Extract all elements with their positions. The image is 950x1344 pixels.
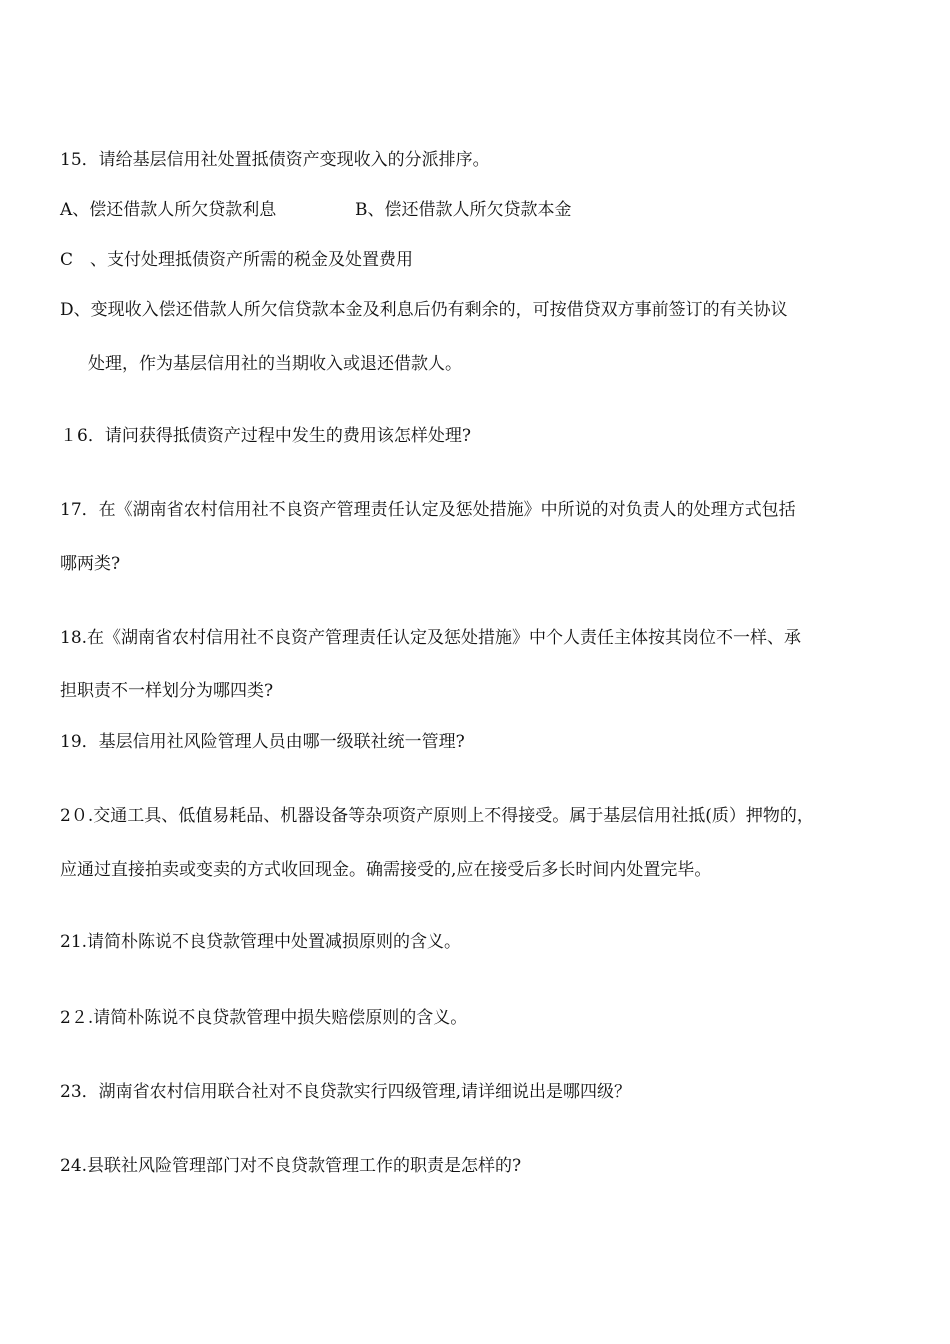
question-18-line-1: 18.在《湖南省农村信用社不良资产管理责任认定及惩处措施》中个人责任主体按其岗位不一样、承	[60, 628, 802, 648]
option-d-line-2: 处理，作为基层信用社的当期收入或退还借款人。	[88, 354, 462, 374]
option-d-line-1: D、变现收入偿还借款人所欠信贷款本金及利息后仍有剩余的，可按借贷双方事前签订的有关协议	[60, 300, 788, 320]
question-23: 23．湖南省农村信用联合社对不良贷款实行四级管理,请详细说出是哪四级？	[60, 1082, 632, 1102]
question-19: 19．基层信用社风险管理人员由哪一级联社统一管理?	[60, 732, 465, 752]
option-a: A、偿还借款人所欠贷款利息	[60, 200, 277, 220]
question-20-line-2: 应通过直接拍卖或变卖的方式收回现金。确需接受的,应在接受后多长时间内处置完毕。	[60, 860, 712, 880]
question-17-line-1: 17．在《湖南省农村信用社不良资产管理责任认定及惩处措施》中所说的对负责人的处理方式包括	[60, 500, 796, 520]
question-20-line-1: 2０.交通工具、低值易耗品、机器设备等杂项资产原则上不得接受。属于基层信用社抵(质）押物的，	[60, 806, 814, 826]
question-24: 24.县联社风险管理部门对不良贷款管理工作的职责是怎样的?	[60, 1156, 522, 1176]
question-18-line-2: 担职责不一样划分为哪四类?	[60, 681, 274, 701]
question-15: 15．请给基层信用社处置抵债资产变现收入的分派排序。	[60, 150, 490, 170]
question-17-line-2: 哪两类?	[60, 554, 121, 574]
question-16: １6．请问获得抵债资产过程中发生的费用该怎样处理?	[60, 426, 471, 446]
option-b: B、偿还借款人所欠贷款本金	[355, 200, 572, 220]
question-22: 2２.请简朴陈说不良贷款管理中损失赔偿原则的含义。	[60, 1008, 468, 1028]
option-c: C 、支付处理抵债资产所需的税金及处置费用	[60, 250, 414, 270]
question-15-options-row	[60, 198, 276, 222]
question-21: 21.请简朴陈说不良贷款管理中处置减损原则的含义。	[60, 932, 462, 952]
